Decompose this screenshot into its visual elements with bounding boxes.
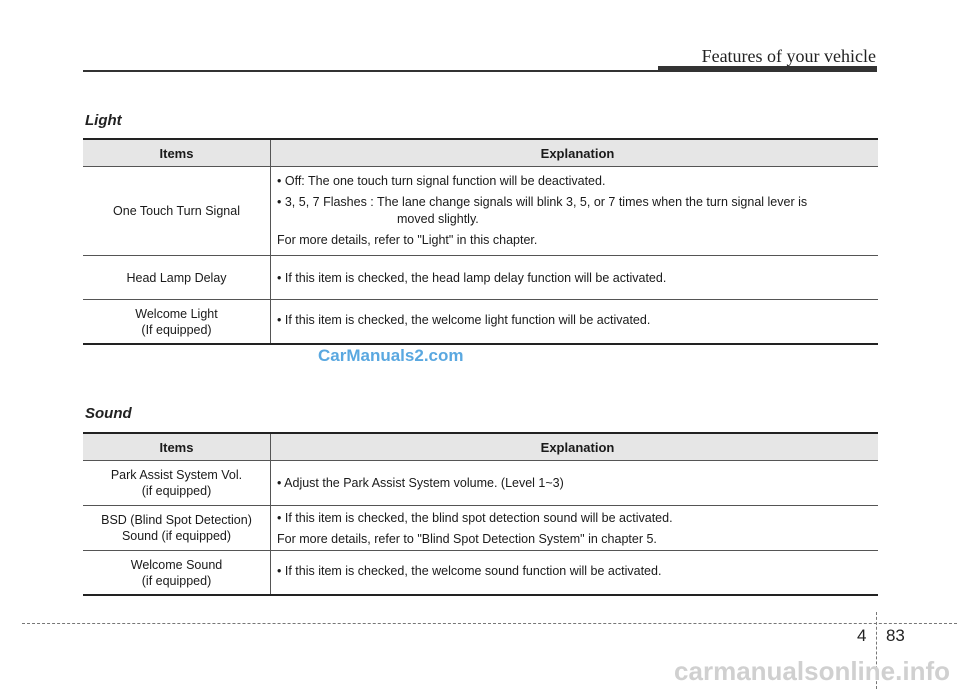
- explanation-line: • If this item is checked, the blind spot detection sound will be activated.: [277, 511, 673, 525]
- item-cell: [83, 300, 271, 343]
- table-row: [83, 506, 878, 551]
- item-name: BSD (Blind Spot Detection): [101, 513, 252, 527]
- explanation-cell: [271, 167, 878, 255]
- item-cell: [83, 551, 271, 594]
- item-cell: One Touch Turn Signal: [83, 167, 271, 255]
- item-note: (if equipped): [141, 574, 212, 588]
- page-number: [857, 626, 905, 646]
- table-header-row: [83, 434, 878, 461]
- explanation-line: For more details, refer to "Light" in this chapter.: [277, 233, 538, 247]
- table-row: [83, 461, 878, 506]
- light-section-title: Light: [85, 112, 122, 129]
- footer-watermark: carmanualsonline.info: [674, 656, 950, 686]
- chapter-number: 4: [857, 626, 867, 645]
- header-rule: [83, 70, 658, 72]
- page-number-value: 83: [885, 626, 905, 645]
- explanation-cell: • If this item is checked, the head lamp delay function will be activated.: [277, 270, 667, 285]
- item-note: (if equipped): [141, 484, 212, 498]
- light-table: [83, 138, 878, 345]
- explanation-cell: • If this item is checked, the welcome light function will be activated.: [277, 313, 651, 327]
- explanation-cell: • Adjust the Park Assist System volume. (Level 1~3): [277, 476, 564, 490]
- table-row: [83, 256, 878, 300]
- explanation-line: • 3, 5, 7 Flashes : The lane change signals will blink 3, 5, or 7 times when the turn signal lever is: [277, 195, 808, 209]
- column-header-explanation: Explanation: [540, 439, 615, 455]
- footer-dashed-rule: [22, 623, 957, 624]
- item-name: Welcome Light: [135, 307, 218, 321]
- explanation-line: For more details, refer to "Blind Spot Detection System" in chapter 5.: [277, 532, 657, 546]
- sound-section-title: Sound: [85, 405, 132, 422]
- table-row: [83, 300, 878, 345]
- item-note: Sound (if equipped): [121, 529, 232, 543]
- table-row: [83, 551, 878, 596]
- table-header-row: [83, 140, 878, 167]
- explanation-cell: • If this item is checked, the welcome sound function will be activated.: [277, 564, 662, 578]
- explanation-cell: [271, 506, 878, 550]
- page-header-title: Features of your vehicle: [701, 46, 876, 66]
- column-header-items: Items: [83, 434, 271, 460]
- explanation-line: moved slightly.: [397, 212, 479, 226]
- column-header-items: Items: [83, 140, 271, 166]
- watermark-text: CarManuals2.com: [318, 346, 464, 365]
- sound-table: [83, 432, 878, 596]
- item-name: Welcome Sound: [130, 558, 223, 572]
- header-rule-accent: [658, 66, 877, 72]
- item-cell: Head Lamp Delay: [83, 256, 271, 299]
- item-note: (If equipped): [141, 323, 212, 337]
- table-row: [83, 167, 878, 256]
- item-name: Park Assist System Vol.: [110, 468, 243, 482]
- item-cell: [83, 506, 271, 550]
- explanation-line: • Off: The one touch turn signal function will be deactivated.: [277, 174, 606, 188]
- column-header-explanation: Explanation: [540, 145, 615, 161]
- item-cell: [83, 461, 271, 505]
